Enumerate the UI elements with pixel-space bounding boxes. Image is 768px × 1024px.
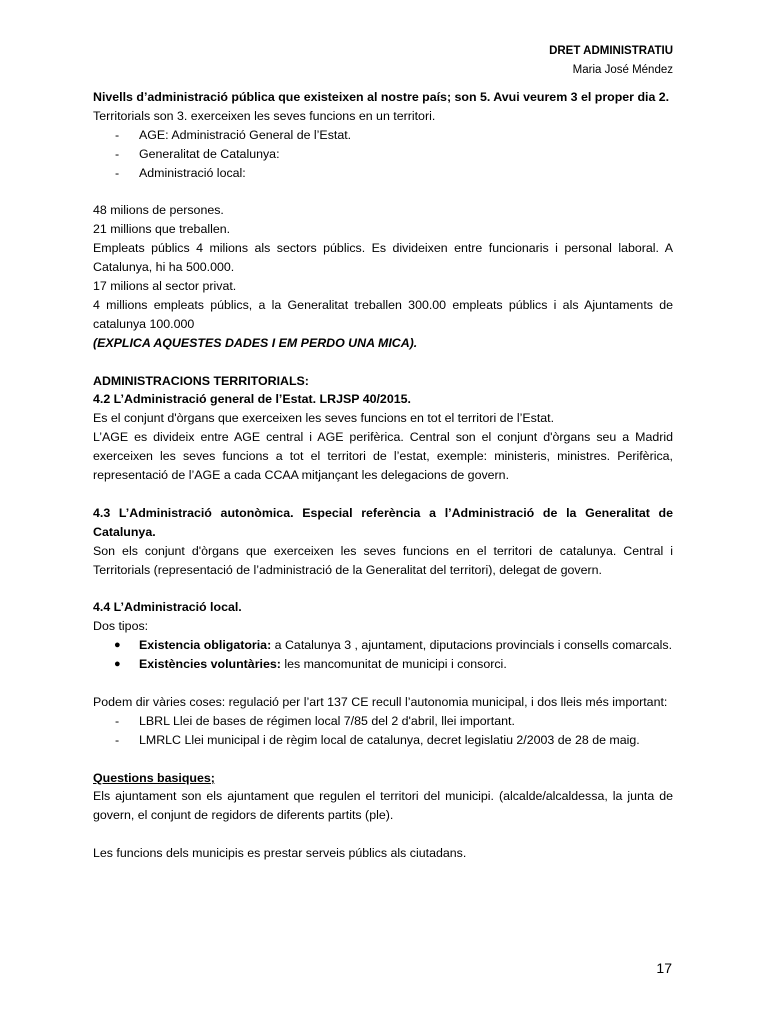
dash-marker: -: [115, 732, 120, 747]
stat-line: Empleats públics 4 milions als sectors públics. Es divideixen entre funcionaris i personal laboral. A Catalunya, hi ha 500.000.: [93, 241, 673, 275]
spacer: [93, 183, 673, 202]
bullet-icon: ●: [114, 658, 121, 671]
bullet-list: [93, 636, 673, 674]
dash-marker: -: [115, 713, 120, 728]
list-item: - AGE: Administració General de l’Estat.: [93, 126, 673, 145]
spacer: [93, 674, 673, 693]
paragraph: Les funcions dels municipis es prestar serveis públics als ciutadans.: [93, 846, 467, 861]
stat-line: 17 milions al sector privat.: [93, 279, 237, 294]
header-title: DRET ADMINISTRATIU: [549, 45, 673, 57]
dash-marker: -: [115, 146, 120, 161]
section-heading: ADMINISTRACIONS TERRITORIALS:: [93, 373, 309, 388]
bullet-icon: ●: [114, 639, 121, 652]
intro-line: Territorials son 3. exerceixen les seves funcions en un territori.: [93, 108, 436, 123]
section-heading: 4.2 L’Administració general de l’Estat. LRJSP 40/2015.: [93, 392, 411, 407]
list-item: - Generalitat de Catalunya:: [93, 145, 673, 164]
spacer: [93, 580, 673, 599]
spacer: [93, 750, 673, 769]
paragraph: Els ajuntament son els ajuntament que regulen el territori del municipi. (alcalde/alcaldessa, la junta de govern, el conjunt de regidors de diferents partits (ple).: [93, 789, 673, 823]
paragraph: Dos tipos:: [93, 619, 149, 634]
page-header: [549, 42, 673, 80]
dash-marker: -: [115, 165, 120, 180]
spacer: [93, 353, 673, 372]
paragraph: L’AGE es divideix entre AGE central i AGE perifèrica. Central son el conjunt d'òrgans seu a Madrid exerceixen les seves funcions a tot el territori de l’estat, exemple: ministeris, ministres. Perifèrica, representació de l’AGE a cada CCAA mitjançant les delegacions de govern.: [93, 430, 673, 483]
list-item: - LMRLC Llei municipal i de règim local de catalunya, decret legislatiu 2/2003 de 28 de maig.: [93, 731, 673, 750]
document-body: [93, 88, 673, 863]
spacer: [93, 825, 673, 844]
stat-line: 4 millions empleats públics, a la Generalitat treballen 300.00 empleats públics i als Ajuntaments de catalunya 100.000: [93, 297, 673, 331]
stat-line: 21 millions que treballen.: [93, 222, 231, 237]
list-item: - Administració local:: [93, 164, 673, 183]
spacer: [93, 485, 673, 504]
intro-list: [93, 126, 673, 183]
list-item: ● Existències voluntàries: les mancomunitat de municipi i consorci.: [93, 655, 673, 674]
section-heading: Questions basiques;: [93, 770, 215, 785]
header-author: Maria José Méndez: [572, 64, 673, 76]
stat-line: 48 milions de persones.: [93, 203, 224, 218]
stats-note: (EXPLICA AQUESTES DADES I EM PERDO UNA MICA).: [93, 335, 418, 350]
list-item: - LBRL Llei de bases de régimen local 7/85 del 2 d'abril, llei important.: [93, 712, 673, 731]
section-heading: 4.3 L’Administració autonòmica. Especial referència a l’Administració de la Generalitat de Catalunya.: [93, 505, 673, 539]
page-number: 17: [656, 960, 672, 976]
intro-heading: Nivells d’administració pública que existeixen al nostre país; son 5. Avui veurem 3 el proper dia 2.: [93, 90, 670, 104]
paragraph: Podem dir vàries coses: regulació per l’art 137 CE recull l’autonomia municipal, i dos lleis més important:: [93, 694, 668, 709]
paragraph: Es el conjunt d'òrgans que exerceixen les seves funcions en tot el territori de l’Estat.: [93, 411, 555, 426]
laws-list: [93, 712, 673, 750]
dash-marker: -: [115, 127, 120, 142]
list-item: ● Existencia obligatoria: a Catalunya 3 , ajuntament, diputacions provincials i consells comarcals.: [93, 636, 673, 655]
paragraph: Son els conjunt d'òrgans que exerceixen les seves funcions en el territori de catalunya. Central i Territorials (representació de l’administració de la Generalitat del territori), delegat de govern.: [93, 543, 673, 577]
section-heading: 4.4 L’Administració local.: [93, 600, 242, 615]
